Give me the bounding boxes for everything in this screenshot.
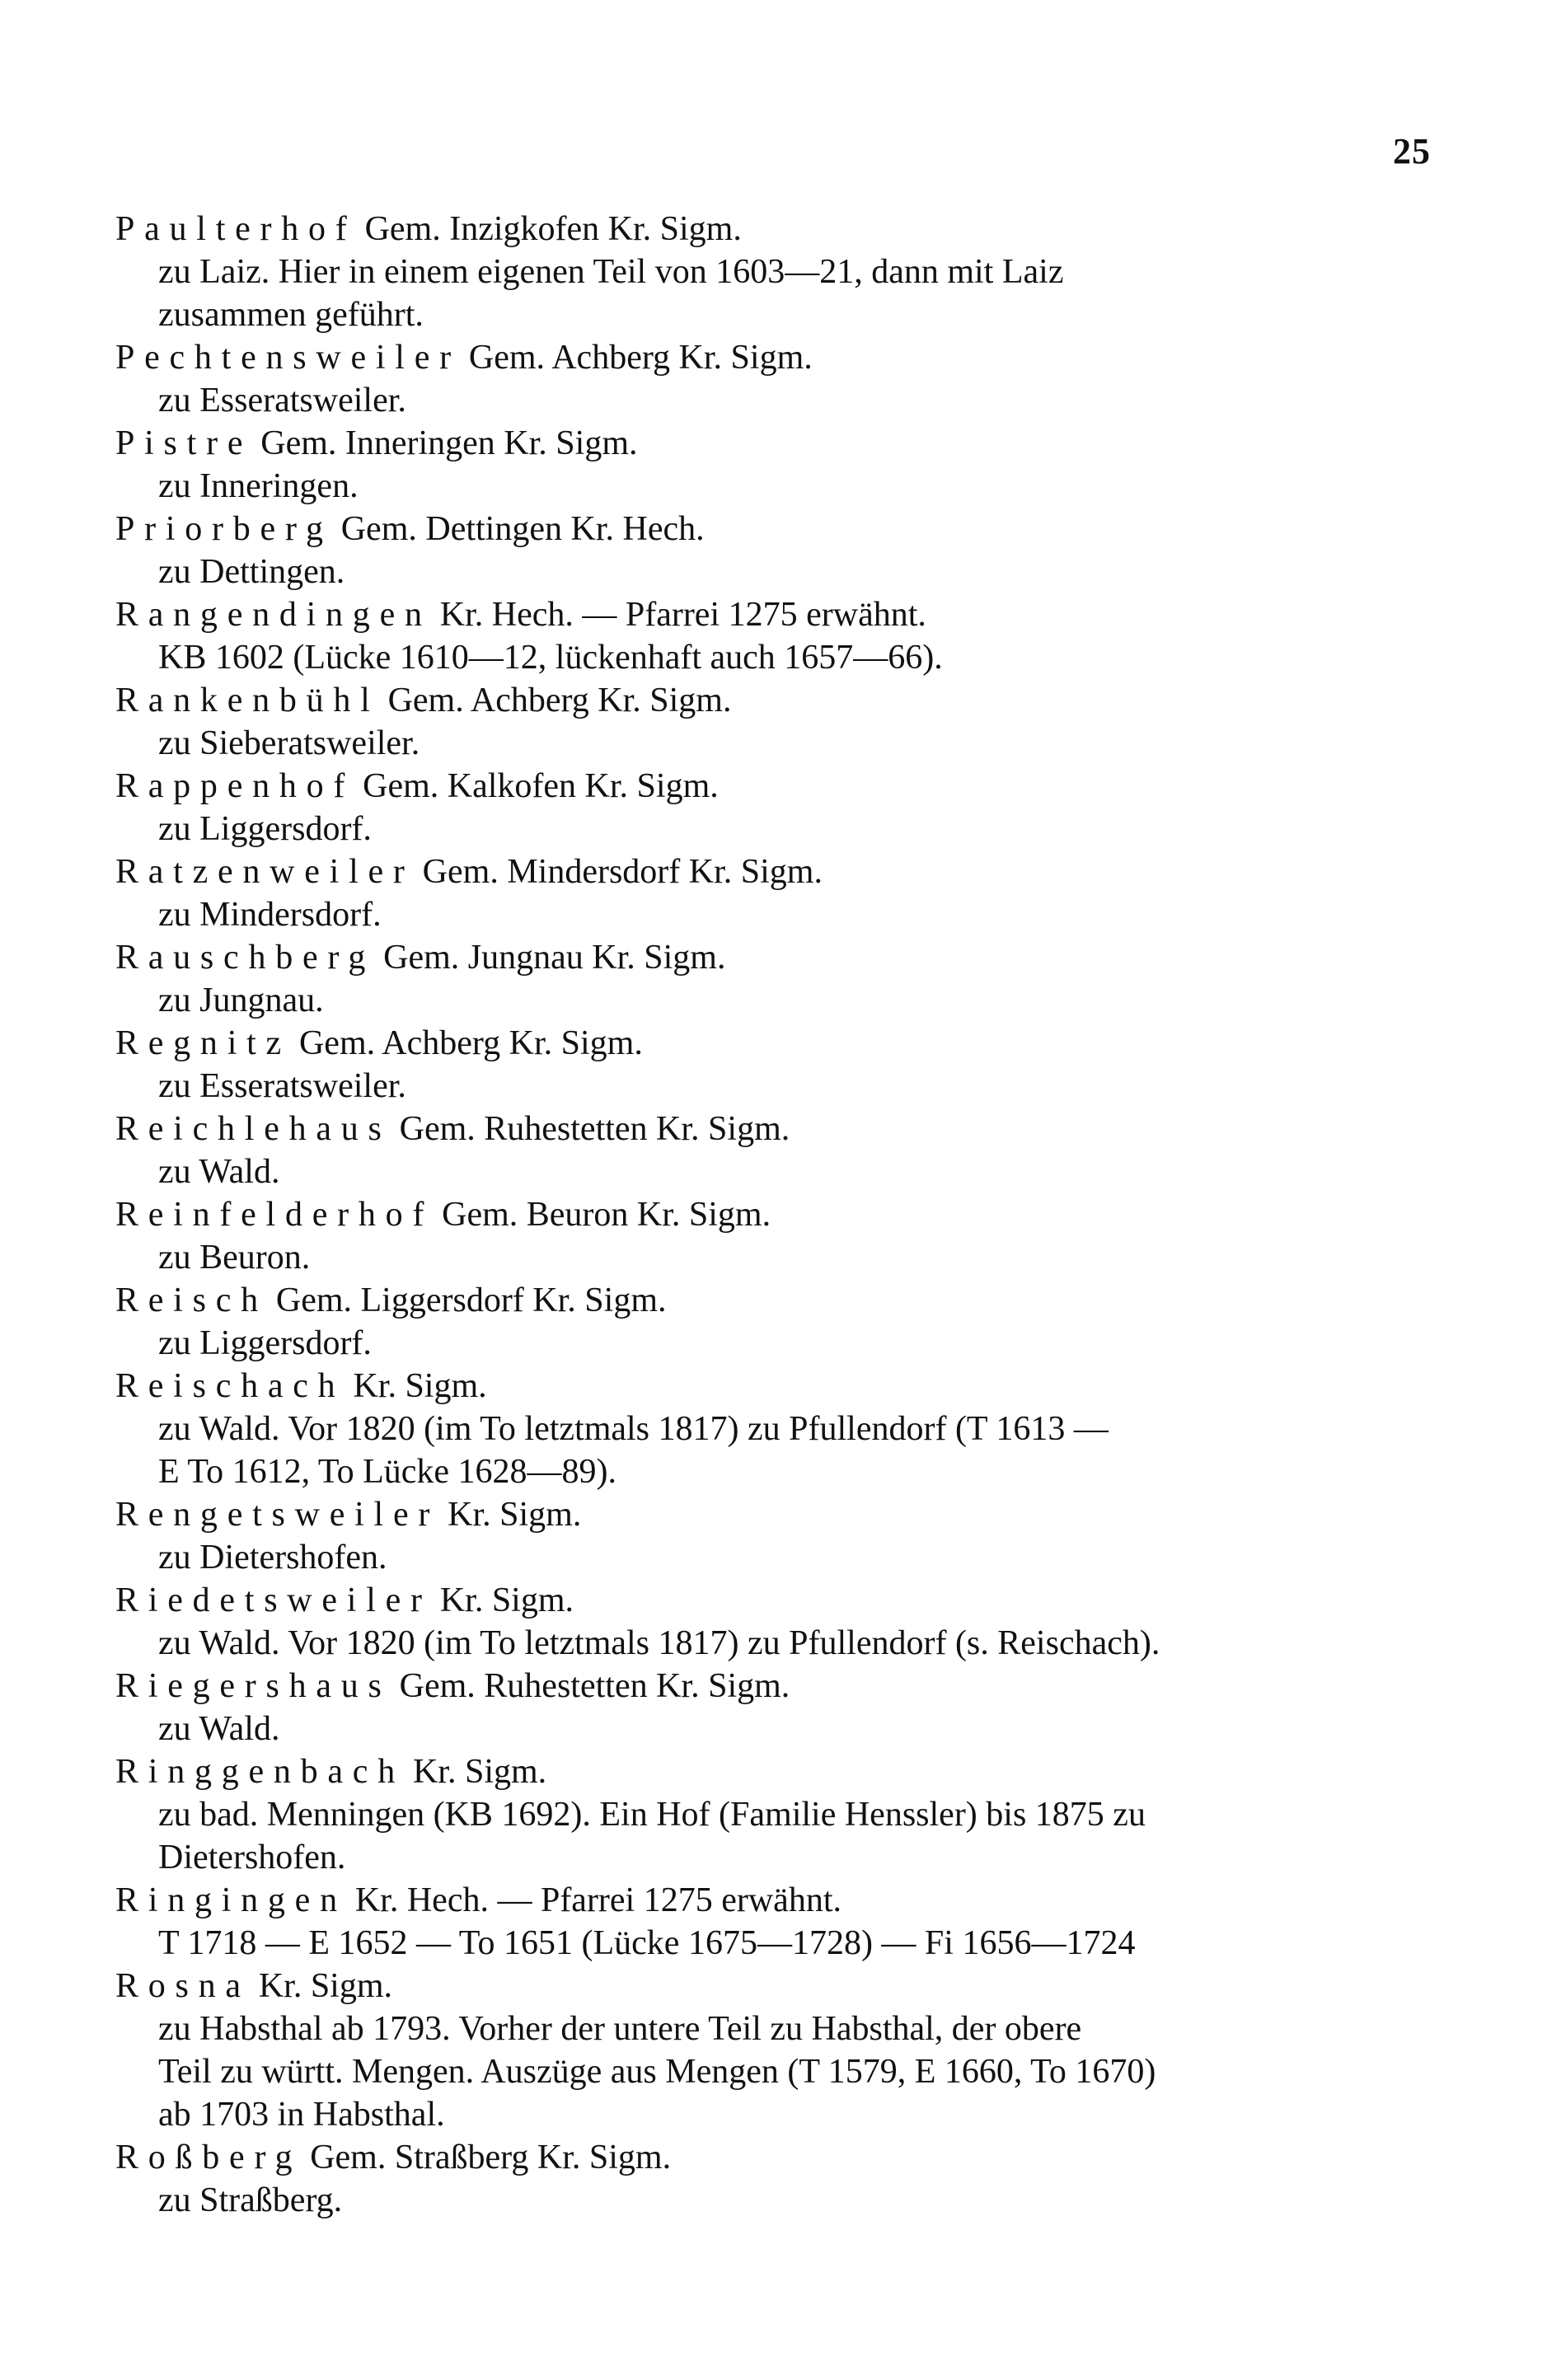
entry-body-line: zu Beuron. (158, 1239, 311, 1277)
place-name: Ratzenweiler (115, 853, 415, 891)
entry-body (115, 722, 1434, 765)
entry-body (115, 1793, 1434, 1879)
entry-heading (115, 508, 1434, 550)
entry-heading (115, 1665, 1434, 1708)
gazetteer-entry (115, 208, 1434, 336)
entry-body-line: zu Dettingen. (158, 553, 345, 591)
place-location: Kr. Sigm. (412, 1753, 547, 1791)
entry-body-line: zu Wald. (158, 1710, 280, 1748)
entry-body (115, 251, 1434, 336)
entry-body (115, 1536, 1434, 1579)
entry-body-line: zu Dietershofen. (158, 1539, 387, 1577)
place-name: Ringingen (115, 1881, 347, 1919)
place-name: Reichlehaus (115, 1110, 391, 1148)
gazetteer-entry (115, 1579, 1434, 1665)
gazetteer-entry (115, 936, 1434, 1022)
entry-heading (115, 2136, 1434, 2179)
entry-body (115, 1408, 1434, 1493)
entry-body-line: Teil zu württ. Mengen. Auszüge aus Mengen (T 1579, E 1660, To 1670) (158, 2053, 1156, 2091)
entry-body (115, 1236, 1434, 1279)
gazetteer-entry (115, 765, 1434, 850)
page-number: 25 (1393, 131, 1431, 171)
place-name: Regnitz (115, 1024, 291, 1062)
entry-body-line: zu Straßberg. (158, 2181, 343, 2219)
entry-body-line: E To 1612, To Lücke 1628—89). (158, 1453, 617, 1491)
place-location: Kr. Hech. — Pfarrei 1275 erwähnt. (354, 1881, 841, 1919)
place-name: Pistre (115, 424, 253, 462)
entry-body-line: zu bad. Menningen (KB 1692). Ein Hof (Familie Henssler) bis 1875 zu (158, 1796, 1146, 1834)
entry-heading (115, 765, 1434, 808)
entry-heading (115, 593, 1434, 636)
gazetteer-entry (115, 1193, 1434, 1279)
place-name: Pechtensweiler (115, 339, 461, 377)
entry-body (115, 1922, 1434, 1965)
entry-body-line: zusammen geführt. (158, 296, 424, 334)
entry-body-line: zu Inneringen. (158, 467, 359, 505)
place-name: Roßberg (115, 2139, 302, 2176)
entry-heading (115, 1279, 1434, 1322)
entry-body-line: zu Wald. Vor 1820 (im To letztmals 1817) zu Pfullendorf (T 1613 — (158, 1410, 1109, 1448)
entry-body-line: KB 1602 (Lücke 1610—12, lückenhaft auch 1657—66). (158, 639, 943, 677)
entry-heading (115, 679, 1434, 722)
place-location: Gem. Dettingen Kr. Hech. (340, 510, 705, 548)
entry-body (115, 808, 1434, 850)
entry-body (115, 1065, 1434, 1108)
entry-heading (115, 936, 1434, 979)
place-name: Rauschberg (115, 939, 376, 977)
entry-body (115, 1150, 1434, 1193)
entry-body-line: Dietershofen. (158, 1839, 346, 1876)
place-location: Gem. Kalkofen Kr. Sigm. (363, 767, 719, 805)
entry-body-line: zu Jungnau. (158, 982, 324, 1019)
place-location: Gem. Ruhestetten Kr. Sigm. (399, 1667, 790, 1705)
entry-heading (115, 1965, 1434, 2008)
place-location: Gem. Achberg Kr. Sigm. (468, 339, 813, 377)
place-location: Kr. Sigm. (353, 1367, 487, 1405)
entry-body-line: zu Laiz. Hier in einem eigenen Teil von 1603—21, dann mit Laiz (158, 253, 1064, 291)
place-location: Kr. Sigm. (448, 1496, 582, 1534)
place-location: Gem. Inneringen Kr. Sigm. (260, 424, 638, 462)
gazetteer-entry (115, 1493, 1434, 1579)
gazetteer-entry (115, 1365, 1434, 1493)
place-name: Rangendingen (115, 596, 432, 634)
gazetteer-entry (115, 1022, 1434, 1108)
place-location: Kr. Sigm. (439, 1581, 574, 1619)
gazetteer-entry (115, 1279, 1434, 1365)
entry-body-line: zu Liggersdorf. (158, 1324, 372, 1362)
entry-body-line: zu Sieberatsweiler. (158, 724, 420, 762)
entry-body (115, 636, 1434, 679)
entry-heading (115, 208, 1434, 251)
entry-heading (115, 422, 1434, 465)
entry-heading (115, 1879, 1434, 1922)
entry-heading (115, 336, 1434, 379)
gazetteer-entry (115, 593, 1434, 679)
entry-heading (115, 850, 1434, 893)
entry-body-line: zu Wald. Vor 1820 (im To letztmals 1817) zu Pfullendorf (s. Reischach). (158, 1624, 1160, 1662)
place-location: Kr. Hech. — Pfarrei 1275 erwähnt. (439, 596, 926, 634)
entry-body-line: zu Habsthal ab 1793. Vorher der untere Teil zu Habsthal, der obere (158, 2010, 1082, 2048)
entry-body (115, 979, 1434, 1022)
place-name: Reischach (115, 1367, 345, 1405)
gazetteer-entry (115, 1665, 1434, 1750)
entry-body-line: zu Esseratsweiler. (158, 1067, 406, 1105)
place-name: Priorberg (115, 510, 333, 548)
place-name: Reinfelderhof (115, 1196, 434, 1234)
gazetteer-entry (115, 1108, 1434, 1193)
entry-body-line: zu Liggersdorf. (158, 810, 372, 848)
entry-body (115, 465, 1434, 508)
place-name: Riedetsweiler (115, 1581, 432, 1619)
place-location: Gem. Ruhestetten Kr. Sigm. (399, 1110, 790, 1148)
gazetteer-entry (115, 422, 1434, 508)
entry-body-line: ab 1703 in Habsthal. (158, 2096, 445, 2134)
gazetteer-entry (115, 679, 1434, 765)
place-name: Riegershaus (115, 1667, 391, 1705)
place-name: Rosna (115, 1967, 251, 2005)
entry-heading (115, 1365, 1434, 1408)
entry-body (115, 550, 1434, 593)
entry-body-line: zu Mindersdorf. (158, 896, 382, 934)
entry-heading (115, 1193, 1434, 1236)
gazetteer-entry (115, 508, 1434, 593)
entry-list (115, 208, 1434, 2222)
entry-body (115, 2008, 1434, 2136)
entry-heading (115, 1022, 1434, 1065)
gazetteer-entry (115, 336, 1434, 422)
place-location: Gem. Beuron Kr. Sigm. (442, 1196, 771, 1234)
entry-body (115, 1322, 1434, 1365)
place-location: Gem. Mindersdorf Kr. Sigm. (422, 853, 823, 891)
place-location: Gem. Jungnau Kr. Sigm. (383, 939, 726, 977)
place-name: Rengetsweiler (115, 1496, 440, 1534)
gazetteer-entry (115, 1879, 1434, 1965)
place-name: Paulterhof (115, 210, 357, 248)
gazetteer-entry (115, 2136, 1434, 2222)
place-name: Rankenbühl (115, 682, 380, 719)
entry-body (115, 893, 1434, 936)
entry-heading (115, 1750, 1434, 1793)
entry-body (115, 379, 1434, 422)
place-name: Reisch (115, 1281, 268, 1319)
gazetteer-entry (115, 1965, 1434, 2136)
place-location: Gem. Achberg Kr. Sigm. (298, 1024, 643, 1062)
entry-heading (115, 1108, 1434, 1150)
entry-heading (115, 1493, 1434, 1536)
entry-body (115, 1622, 1434, 1665)
place-location: Gem. Achberg Kr. Sigm. (387, 682, 732, 719)
place-name: Ringgenbach (115, 1753, 405, 1791)
entry-body-line: zu Esseratsweiler. (158, 382, 406, 419)
place-location: Gem. Liggersdorf Kr. Sigm. (275, 1281, 667, 1319)
place-location: Gem. Straßberg Kr. Sigm. (310, 2139, 672, 2176)
place-name: Rappenhof (115, 767, 355, 805)
place-location: Gem. Inzigkofen Kr. Sigm. (364, 210, 742, 248)
entry-body (115, 2179, 1434, 2222)
entry-body-line: T 1718 — E 1652 — To 1651 (Lücke 1675—1728) — Fi 1656—1724 (158, 1924, 1136, 1962)
place-location: Kr. Sigm. (258, 1967, 393, 2005)
entry-heading (115, 1579, 1434, 1622)
gazetteer-entry (115, 1750, 1434, 1879)
entry-body (115, 1708, 1434, 1750)
gazetteer-entry (115, 850, 1434, 936)
entry-body-line: zu Wald. (158, 1153, 280, 1191)
